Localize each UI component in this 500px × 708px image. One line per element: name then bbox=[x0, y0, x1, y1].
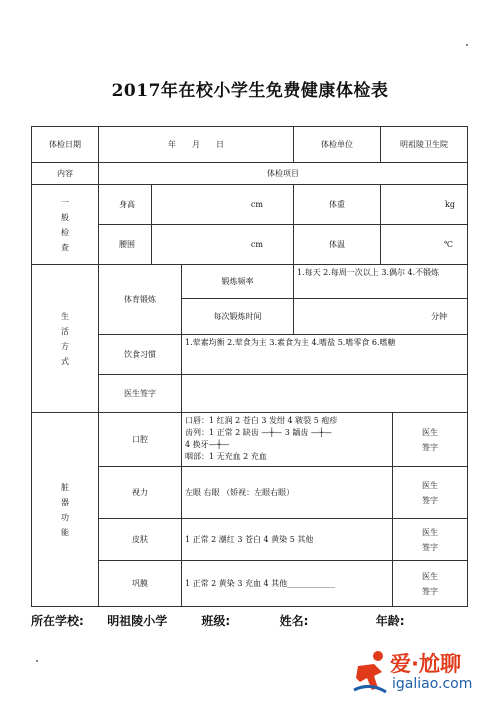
temperature-label: 体温 bbox=[294, 225, 381, 265]
footer-info bbox=[31, 612, 471, 629]
height-field[interactable]: cm bbox=[152, 185, 294, 225]
lifestyle-section-label: 生 活 方 式 bbox=[32, 265, 99, 413]
exam-date-field[interactable]: 年 月 日 bbox=[99, 127, 294, 163]
oral-options[interactable]: 口唇：1 红润 2 苍白 3 发绀 4 皲裂 5 疱疹 齿列：1 正常 2 缺齿 —┼— 3 龋齿 —┼— 4 换牙—┼— 咽部：1 无充血 2 充血 bbox=[182, 413, 393, 467]
oral-label: 口腔 bbox=[99, 413, 182, 467]
oral-doctor-sign[interactable]: 医生 签字 bbox=[393, 413, 468, 467]
diet-label: 饮食习惯 bbox=[99, 335, 182, 375]
watermark-text: 爱·尬聊 bbox=[390, 652, 461, 676]
page-title: 2017年在校小学生免费健康体检表 bbox=[111, 81, 389, 101]
lifestyle-doctor-sign-label: 医生签字 bbox=[99, 375, 182, 413]
running-figure-icon bbox=[352, 648, 390, 696]
watermark bbox=[352, 646, 492, 698]
waist-field[interactable]: cm bbox=[152, 225, 294, 265]
exam-unit-label: 体检单位 bbox=[294, 127, 381, 163]
skin-label: 皮肤 bbox=[99, 519, 182, 561]
lifestyle-doctor-sign-field[interactable] bbox=[182, 375, 468, 413]
skin-options[interactable]: 1 正常 2 潮红 3 苍白 4 黄染 5 其他 bbox=[182, 519, 393, 561]
class-label: 班级: bbox=[201, 614, 231, 628]
exam-date-label: 体检日期 bbox=[32, 127, 99, 163]
vision-doctor-sign[interactable]: 医生 签字 bbox=[393, 467, 468, 519]
weight-field[interactable]: kg bbox=[381, 185, 468, 225]
height-label: 身高 bbox=[99, 185, 152, 225]
scan-speck bbox=[36, 660, 38, 662]
school-label: 所在学校: bbox=[31, 614, 84, 628]
exercise-frequency-options[interactable]: 1.每天 2.每周一次以上 3.偶尔 4.不锻炼 bbox=[294, 265, 468, 299]
exercise-duration-field[interactable]: 分钟 bbox=[294, 299, 468, 335]
name-label: 姓名: bbox=[279, 614, 309, 628]
age-label: 年龄: bbox=[375, 614, 405, 628]
diet-options[interactable]: 1.荤素均衡 2.荤食为主 3.素食为主 4.嗜盐 5.嗜零食 6.嗜糖 bbox=[182, 335, 468, 375]
sclera-doctor-sign[interactable]: 医生 签字 bbox=[393, 561, 468, 607]
scan-speck bbox=[466, 44, 468, 46]
weight-label: 体重 bbox=[294, 185, 381, 225]
watermark-url: igaliao.com bbox=[392, 676, 473, 692]
exercise-label: 体育锻炼 bbox=[99, 265, 182, 335]
general-exam-section-label: 一 般 检 查 bbox=[32, 185, 99, 265]
vision-options[interactable]: 左眼 右眼 （矫视：左眼右眼） bbox=[182, 467, 393, 519]
sclera-options[interactable]: 1 正常 2 黄染 3 充血 4 其他____________ bbox=[182, 561, 393, 607]
vision-label: 视力 bbox=[99, 467, 182, 519]
exercise-frequency-label: 锻炼频率 bbox=[182, 265, 294, 299]
sclera-label: 巩膜 bbox=[99, 561, 182, 607]
skin-doctor-sign[interactable]: 医生 签字 bbox=[393, 519, 468, 561]
temperature-field[interactable]: ℃ bbox=[381, 225, 468, 265]
exercise-duration-label: 每次锻炼时间 bbox=[182, 299, 294, 335]
exam-items-header: 体检项目 bbox=[99, 163, 468, 185]
exam-unit-value: 明祖陵卫生院 bbox=[381, 127, 468, 163]
health-exam-form bbox=[31, 126, 468, 607]
content-header: 内容 bbox=[32, 163, 99, 185]
waist-label: 腰围 bbox=[99, 225, 152, 265]
school-value: 明祖陵小学 bbox=[107, 614, 168, 628]
organ-function-section-label: 脏 器 功 能 bbox=[32, 413, 99, 607]
